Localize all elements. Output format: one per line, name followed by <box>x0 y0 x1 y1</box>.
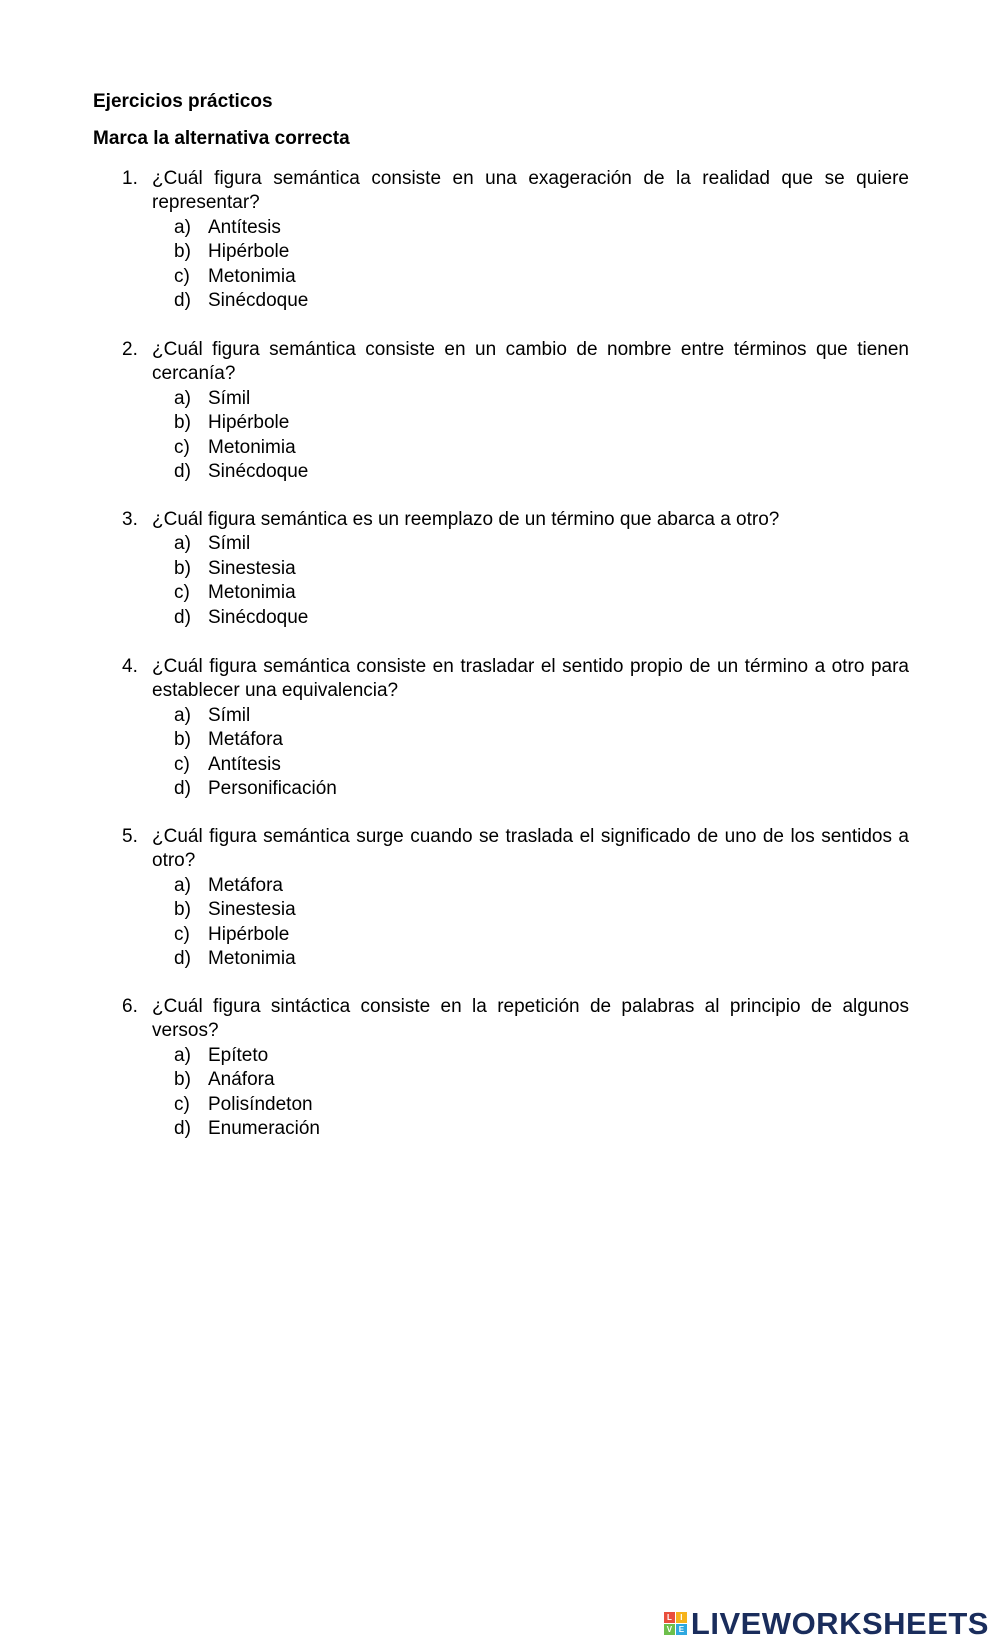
question-number: 6. <box>122 996 138 1017</box>
option-letter: d) <box>174 606 191 628</box>
option-d[interactable] <box>122 947 909 971</box>
option-text: Hipérbole <box>208 412 290 434</box>
logo-square-e: E <box>676 1624 687 1635</box>
option-a[interactable] <box>122 704 909 728</box>
logo-square-l: L <box>664 1612 675 1623</box>
option-text: Polisíndeton <box>208 1093 313 1115</box>
options-list <box>122 874 909 972</box>
option-b[interactable] <box>122 1068 909 1092</box>
option-a[interactable] <box>122 1044 909 1068</box>
option-letter: d) <box>174 1118 191 1140</box>
option-text: Símil <box>208 387 251 409</box>
option-text: Símil <box>208 533 251 555</box>
question-text: ¿Cuál figura semántica surge cuando se traslada el significado de uno de los sentidos a otro? <box>152 826 909 872</box>
option-text: Símil <box>208 704 251 726</box>
option-letter: b) <box>174 241 191 263</box>
option-d[interactable] <box>122 606 909 630</box>
options-list <box>122 1044 909 1142</box>
question-text: ¿Cuál figura semántica consiste en una exageración de la realidad que se quiere representar? <box>152 168 909 214</box>
option-letter: b) <box>174 729 191 751</box>
option-letter: c) <box>174 1093 190 1115</box>
option-c[interactable] <box>122 436 909 460</box>
option-text: Sinécdoque <box>208 461 309 483</box>
question-6 <box>122 995 909 1141</box>
liveworksheets-brand <box>664 1608 989 1639</box>
option-b[interactable] <box>122 898 909 922</box>
question-number: 4. <box>122 656 138 677</box>
option-letter: c) <box>174 753 190 775</box>
option-letter: a) <box>174 387 191 409</box>
option-letter: b) <box>174 412 191 434</box>
option-a[interactable] <box>122 532 909 556</box>
option-letter: b) <box>174 1069 191 1091</box>
brand-name: LIVEWORKSHEETS <box>690 1606 989 1641</box>
option-text: Antítesis <box>208 216 281 238</box>
question-1 <box>122 167 909 313</box>
option-c[interactable] <box>122 753 909 777</box>
option-a[interactable] <box>122 387 909 411</box>
question-text: ¿Cuál figura semántica consiste en trasladar el sentido propio de un término a otro para establecer una equivalencia? <box>152 656 909 702</box>
option-b[interactable] <box>122 557 909 581</box>
option-text: Sinestesia <box>208 899 296 921</box>
liveworksheets-logo-icon <box>664 1612 687 1635</box>
question-number: 3. <box>122 509 138 530</box>
option-text: Hipérbole <box>208 923 290 945</box>
option-letter: c) <box>174 582 190 604</box>
option-text: Metonimia <box>208 265 296 287</box>
option-b[interactable] <box>122 728 909 752</box>
logo-square-i: I <box>676 1612 687 1623</box>
option-text: Metonimia <box>208 582 296 604</box>
option-letter: b) <box>174 899 191 921</box>
option-text: Sinestesia <box>208 557 296 579</box>
question-text: ¿Cuál figura semántica es un reemplazo de un término que abarca a otro? <box>152 509 780 530</box>
option-text: Metonimia <box>208 948 296 970</box>
option-text: Enumeración <box>208 1118 320 1140</box>
option-d[interactable] <box>122 777 909 801</box>
option-text: Anáfora <box>208 1069 275 1091</box>
page-title: Ejercicios prácticos <box>93 91 273 112</box>
option-letter: d) <box>174 948 191 970</box>
option-letter: c) <box>174 436 190 458</box>
option-letter: a) <box>174 704 191 726</box>
options-list <box>122 704 909 802</box>
option-text: Antítesis <box>208 753 281 775</box>
option-text: Metáfora <box>208 729 283 751</box>
question-text: ¿Cuál figura sintáctica consiste en la repetición de palabras al principio de algunos versos? <box>152 996 909 1042</box>
option-c[interactable] <box>122 1093 909 1117</box>
option-c[interactable] <box>122 581 909 605</box>
option-letter: c) <box>174 923 190 945</box>
instructions: Marca la alternativa correcta <box>93 128 350 149</box>
options-list <box>122 532 909 630</box>
option-text: Epíteto <box>208 1044 269 1066</box>
options-list <box>122 387 909 485</box>
option-text: Metonimia <box>208 436 296 458</box>
option-text: Sinécdoque <box>208 606 309 628</box>
option-letter: a) <box>174 1044 191 1066</box>
option-a[interactable] <box>122 216 909 240</box>
question-number: 1. <box>122 168 138 189</box>
question-number: 5. <box>122 826 138 847</box>
question-4 <box>122 655 909 801</box>
question-2 <box>122 338 909 484</box>
option-c[interactable] <box>122 923 909 947</box>
option-b[interactable] <box>122 411 909 435</box>
options-list <box>122 216 909 314</box>
option-d[interactable] <box>122 460 909 484</box>
option-letter: b) <box>174 557 191 579</box>
option-text: Sinécdoque <box>208 290 309 312</box>
option-text: Personificación <box>208 778 337 800</box>
option-c[interactable] <box>122 265 909 289</box>
option-d[interactable] <box>122 289 909 313</box>
option-letter: a) <box>174 533 191 555</box>
option-letter: c) <box>174 265 190 287</box>
question-3 <box>122 508 909 630</box>
option-d[interactable] <box>122 1117 909 1141</box>
logo-square-v: V <box>664 1624 675 1635</box>
option-letter: d) <box>174 461 191 483</box>
question-5 <box>122 825 909 971</box>
option-letter: d) <box>174 290 191 312</box>
question-text: ¿Cuál figura semántica consiste en un cambio de nombre entre términos que tienen cercanía? <box>152 339 909 385</box>
option-text: Metáfora <box>208 874 283 896</box>
option-letter: a) <box>174 216 191 238</box>
option-text: Hipérbole <box>208 241 290 263</box>
option-b[interactable] <box>122 240 909 264</box>
option-a[interactable] <box>122 874 909 898</box>
option-letter: d) <box>174 778 191 800</box>
option-letter: a) <box>174 874 191 896</box>
question-number: 2. <box>122 339 138 360</box>
